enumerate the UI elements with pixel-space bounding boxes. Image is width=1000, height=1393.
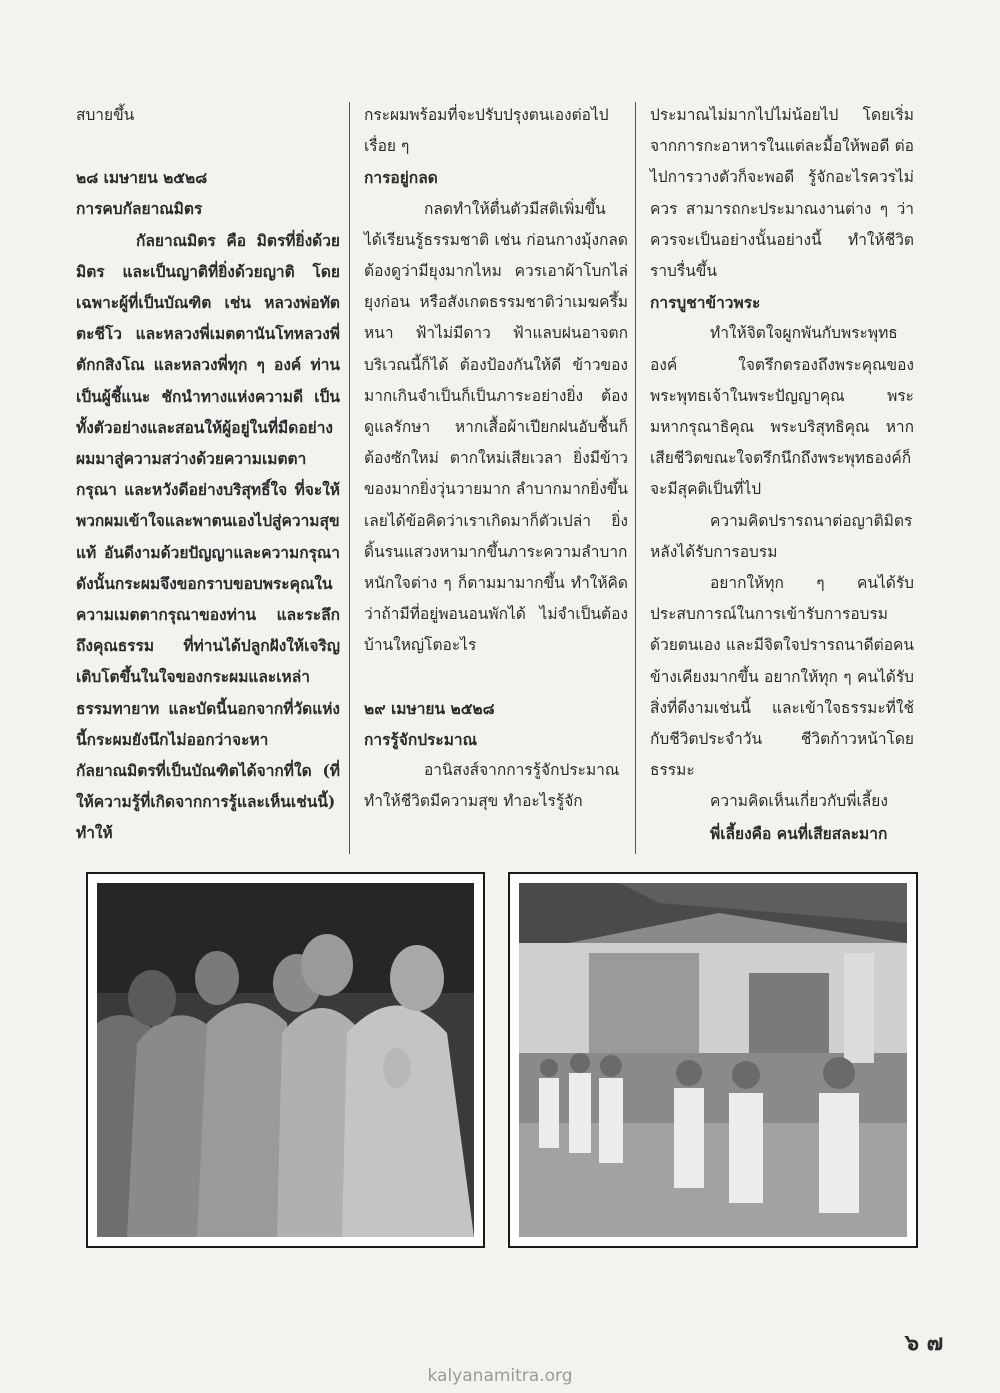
paragraph: กระผมพร้อมที่จะปรับปรุงตนเองต่อไปเรื่อย ๆ — [364, 106, 609, 156]
page-number: ๖ ๗ — [905, 1330, 944, 1356]
text-column-3 — [650, 100, 914, 849]
section-date: ๒๙ เมษายน ๒๕๒๘ — [364, 698, 495, 718]
photo-monks-talking — [86, 872, 485, 1248]
column-divider — [349, 102, 350, 854]
monks-talking-image — [97, 883, 474, 1237]
paragraph: ประมาณไม่มากไปไม่น้อยไป โดยเริ่มจากการกะอาหารในแต่ละมื้อให้พอดี ต่อไปการวางตัวก็จะพอดี รู้จักอะไรควรไม่ควร สามารถกะประมาณงานต่าง ๆ ว่าควรจะเป็นอย่างนั้นอย่างนี้ ทำให้ชีวิตราบรื่นขึ้น — [650, 106, 914, 281]
section-heading: การบูชาข้าวพระ — [650, 293, 761, 313]
text-column-2 — [364, 100, 628, 817]
paragraph: ทำให้จิตใจผูกพันกับพระพุทธองค์ ใจตรึกตรองถึงพระคุณของพระพุทธเจ้าในพระปัญญาคุณ พระมหากรุณาธิคุณ พระบริสุทธิคุณ หากเสียชีวิตขณะใจตรึกนึกถึงพระพุทธองค์ก็จะมีสุคติเป็นที่ไป — [650, 324, 914, 499]
paragraph: ความคิดปรารถนาต่อญาติมิตรหลังได้รับการอบรม — [650, 511, 913, 561]
paragraph: อยากให้ทุก ๆ คนได้รับประสบการณ์ในการเข้ารับการอบรมด้วยตนเอง และมีจิตใจปรารถนาดีต่อคนข้างเคียงมากขึ้น อยากให้ทุก ๆ คนได้รับสิ่งที่ดีงามเช่นนี้ และเข้าใจธรรมะที่ใช้กับชีวิตประจำวัน ชีวิตก้าวหน้าโดยธรรมะ — [650, 574, 914, 780]
website-watermark: kalyanamitra.org — [427, 1366, 573, 1386]
paragraph: ความคิดเห็นเกี่ยวกับพี่เลี้ยง — [710, 792, 888, 811]
section-heading: การอยู่กลด — [364, 168, 438, 188]
paragraph: อานิสงส์จากการรู้จักประมาณทำให้ชีวิตมีความสุข ทำอะไรรู้จัก — [364, 761, 620, 811]
section-heading: การคบกัลยาณมิตร — [76, 199, 203, 219]
paragraph: กัลยาณมิตร คือ มิตรที่ยิ่งด้วยมิตร และเป็นญาติที่ยิ่งด้วยญาติ โดยเฉพาะผู้ที่เป็นบัณฑิต เช่น หลวงพ่อทัตตะชีโว และหลวงพี่เมตตานันโทหลวงพี่ตักกสิงโณ และหลวงพี่ทุก ๆ องค์ ท่านเป็นผู้ชี้แนะ ชักนำทางแห่งความดี เป็นทั้งตัวอย่างและสอนให้ผู้อยู่ในที่มืดอย่างผมมาสู่ความสว่างด้วยความเมตตา กรุณา และหวังดีอย่างบริสุทธิ์ใจ ที่จะให้พวกผมเข้าใจและพาตนเองไปสู่ความสุขแท้ อันดีงามด้วยปัญญาและความกรุณา ดังนั้นกระผมจึงขอกราบขอบพระคุณในความเมตตากรุณาของท่าน และระลึกถึงคุณธรรม ที่ท่านได้ปลูกฝังให้เจริญเติบโตขึ้นในใจของกระผมและเหล่าธรรมทายาท และบัดนี้นอกจากที่วัดแห่งนี้กระผมยังนึกไม่ออกว่าจะหากัลยาณมิตรที่เป็นบัณฑิตได้จากที่ใด (ที่ให้ความรู้ที่เกิดจากการรู้และเห็นเช่นนี้) ทำให้ — [76, 230, 340, 843]
section-heading: การรู้จักประมาณ — [364, 729, 477, 749]
column-divider — [635, 102, 636, 854]
paragraph: กลดทำให้ตื่นตัวมีสติเพิ่มขึ้น ได้เรียนรู้ธรรมชาติ เช่น ก่อนกางมุ้งกลดต้องดูว่ามียุงมากไหม ควรเอาผ้าโบกไล่ยุงก่อน หรือสังเกตธรรมชาติว่าเมฆครึ้มหนา ฟ้าไม่มีดาว ฟ้าแลบฝนอาจตกบริเวณนี้ก็ได้ ต้องป้องกันให้ดี ข้าวของมากเกินจำเป็นก็เป็นภาระอย่างยิ่ง ต้องดูแลรักษา หากเสื้อผ้าเปียกฝนอับชื้นก็ต้องซักใหม่ ตากใหม่เสียเวลา ยิ่งมีข้าวของมากยิ่งวุ่นวายมาก ลำบากมากยิ่งขึ้น เลยได้ข้อคิดว่าเราเกิดมาก็ตัวเปล่า ยิ่งดิ้นรนแสวงหามากขึ้นภาระความลำบากหนักใจต่าง ๆ ก็ตามมามากขึ้น ทำให้คิดว่าถ้ามีที่อยู่พอนอนพักได้ ไม่จำเป็นต้องบ้านใหญ่โตอะไร — [364, 199, 628, 655]
text-column-1 — [76, 100, 340, 849]
text-line: สบายขึ้น — [76, 106, 135, 124]
paragraph: พี่เลี้ยงคือ คนที่เสียสละมาก — [710, 823, 888, 843]
monks-procession-image — [519, 883, 907, 1237]
photo-monks-procession — [508, 872, 918, 1248]
section-date: ๒๘ เมษายน ๒๕๒๘ — [76, 168, 208, 188]
